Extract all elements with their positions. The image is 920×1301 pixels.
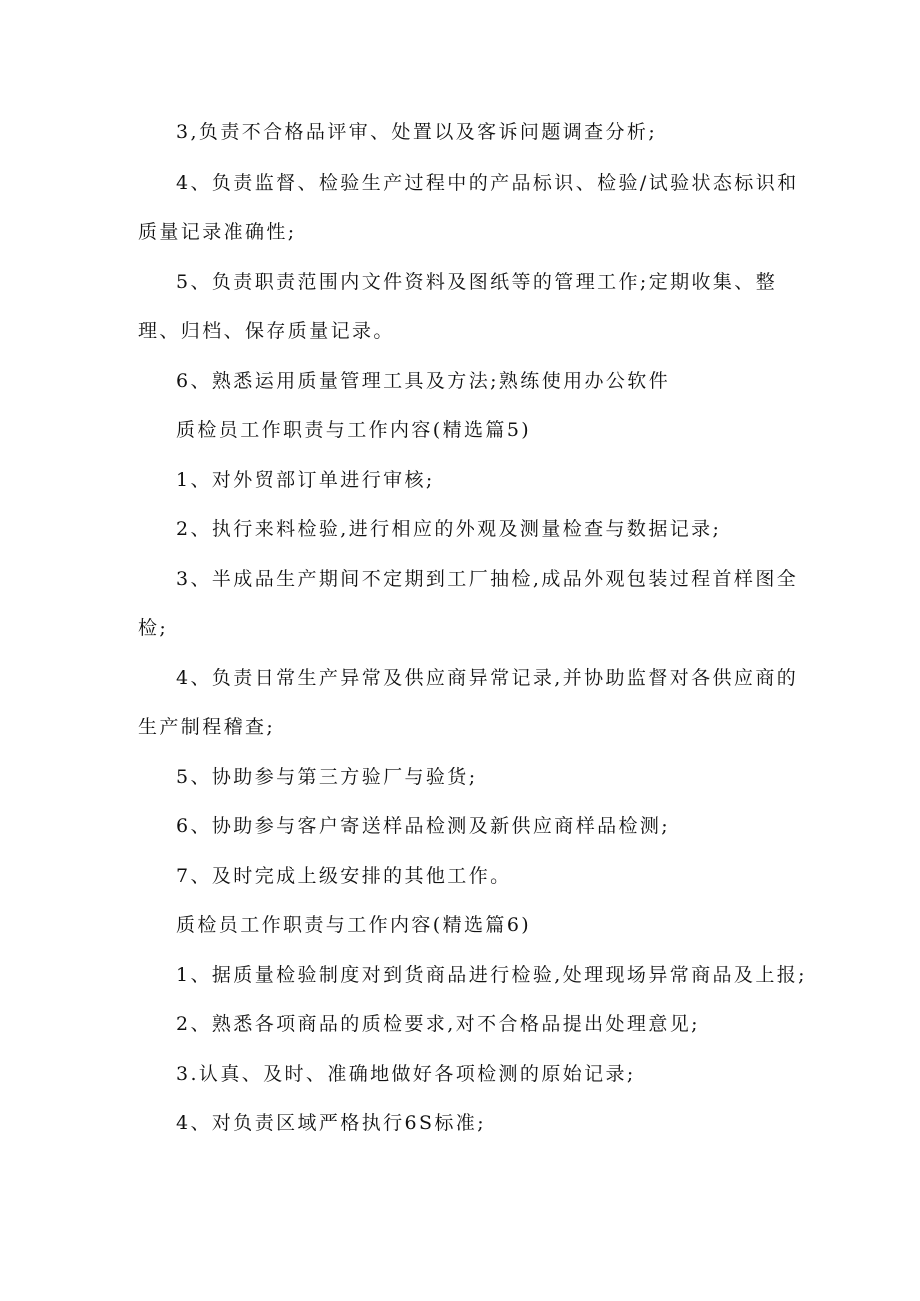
paragraph-item-3: 3,负责不合格品评审、处置以及客诉问题调查分析; bbox=[176, 121, 658, 143]
paragraph-item-4: 4、负责监督、检验生产过程中的产品标识、检验/试验状态标识和 bbox=[176, 172, 799, 194]
paragraph-item-3: 3、半成品生产期间不定期到工厂抽检,成品外观包装过程首样图全 bbox=[176, 568, 799, 590]
paragraph-item-1: 1、据质量检验制度对到货商品进行检验,处理现场异常商品及上报; bbox=[176, 964, 807, 986]
paragraph-item-2: 2、执行来料检验,进行相应的外观及测量检查与数据记录; bbox=[176, 518, 722, 540]
paragraph-item-6: 6、熟悉运用质量管理工具及方法;熟练使用办公软件 bbox=[176, 370, 671, 392]
paragraph-item-4-continued: 质量记录准确性; bbox=[138, 221, 297, 243]
section-heading: 质检员工作职责与工作内容(精选篇6) bbox=[176, 914, 532, 936]
paragraph-item-5-continued: 理、归档、保存质量记录。 bbox=[138, 320, 395, 342]
paragraph-item-5: 5、负责职责范围内文件资料及图纸等的管理工作;定期收集、整 bbox=[176, 271, 778, 293]
paragraph-item-4: 4、负责日常生产异常及供应商异常记录,并协助监督对各供应商的 bbox=[176, 667, 799, 689]
paragraph-item-4: 4、对负责区域严格执行6S标准; bbox=[176, 1112, 486, 1134]
paragraph-item-7: 7、及时完成上级安排的其他工作。 bbox=[176, 865, 512, 887]
paragraph-item-5: 5、协助参与第三方验厂与验货; bbox=[176, 766, 478, 788]
paragraph-item-4-continued: 生产制程稽查; bbox=[138, 716, 276, 738]
paragraph-item-1: 1、对外贸部订单进行审核; bbox=[176, 469, 435, 491]
section-heading: 质检员工作职责与工作内容(精选篇5) bbox=[176, 419, 532, 441]
paragraph-item-6: 6、协助参与客户寄送样品检测及新供应商样品检测; bbox=[176, 815, 671, 837]
paragraph-item-3-continued: 检; bbox=[138, 617, 169, 639]
paragraph-item-2: 2、熟悉各项商品的质检要求,对不合格品提出处理意见; bbox=[176, 1013, 700, 1035]
paragraph-item-3: 3.认真、及时、准确地做好各项检测的原始记录; bbox=[176, 1063, 636, 1085]
